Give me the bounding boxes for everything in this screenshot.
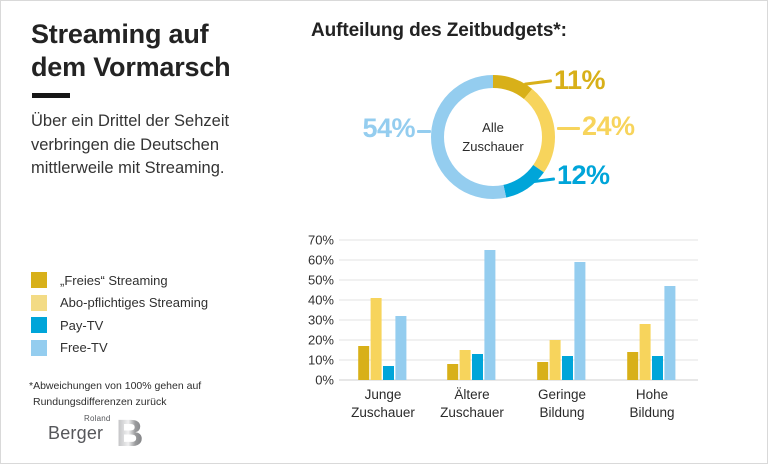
legend-item-free-tv [31,340,281,356]
grouped-bar-chart [301,227,721,427]
page-subtitle: Über ein Drittel der Sehzeit verbringen die Deutschen mittlerweile mit Streaming. [31,112,230,178]
legend-swatch-free-tv [31,340,47,356]
donut-callout-freies: 11% [554,65,606,95]
logo-wordmark [48,415,111,442]
donut-callout-abo: 24% [582,111,635,141]
roland-berger-logo [48,415,149,451]
svg-text:70%: 70% [307,232,334,248]
callout-line-free [417,130,431,133]
legend-item-pay-tv [31,317,281,333]
svg-text:Ältere: Ältere [454,387,490,402]
legend-swatch-abo-streaming [31,295,47,311]
title-divider [32,93,70,98]
svg-text:Zuschauer: Zuschauer [440,405,504,420]
legend-item-freies-streaming [31,272,281,288]
donut-callout-pay: 12% [557,160,610,190]
logo-roland-text: Roland [84,414,111,423]
svg-text:Hohe: Hohe [635,387,669,402]
svg-text:Junge: Junge [364,387,402,402]
legend-label: Pay-TV [60,317,104,333]
svg-text:Zuschauer: Zuschauer [351,405,415,420]
page-title: Streaming auf dem Vormarsch [31,19,231,83]
svg-text:20%: 20% [307,332,334,348]
callout-line-abo [557,127,580,130]
donut-callout-free: 54% [362,113,415,143]
legend-label: „Freies“ Streaming [60,272,168,288]
legend-label: Abo-pflichtiges Streaming [60,295,209,310]
legend-swatch-freies-streaming [31,272,47,288]
svg-text:B: B [115,413,144,451]
svg-text:30%: 30% [307,312,334,328]
legend-swatch-pay-tv [31,317,47,333]
donut-center-line2: Zuschauer [462,138,524,154]
legend-item-abo-streaming [31,295,281,311]
footnote-line2: Rundungsdifferenzen zurück [33,395,167,408]
chart-legend [31,272,281,362]
logo-berger-text: Berger [48,423,104,443]
svg-text:60%: 60% [307,252,334,268]
svg-text:0%: 0% [315,372,334,388]
footnote [29,379,269,411]
svg-text:Bildung: Bildung [539,405,585,420]
legend-label: Free-TV [60,340,108,355]
svg-text:Bildung: Bildung [629,405,675,420]
donut-chart-title: Aufteilung des Zeitbudgets*: [311,20,567,41]
bar-chart-canvas [301,227,721,427]
svg-text:50%: 50% [307,272,334,288]
svg-text:Geringe: Geringe [537,387,587,402]
footnote-line1: *Abweichungen von 100% gehen auf [29,380,202,392]
donut-center-line1: Alle [482,120,504,135]
svg-text:40%: 40% [307,292,334,308]
svg-text:10%: 10% [307,352,334,368]
logo-b-icon [115,413,149,451]
donut-center-label [428,119,558,157]
